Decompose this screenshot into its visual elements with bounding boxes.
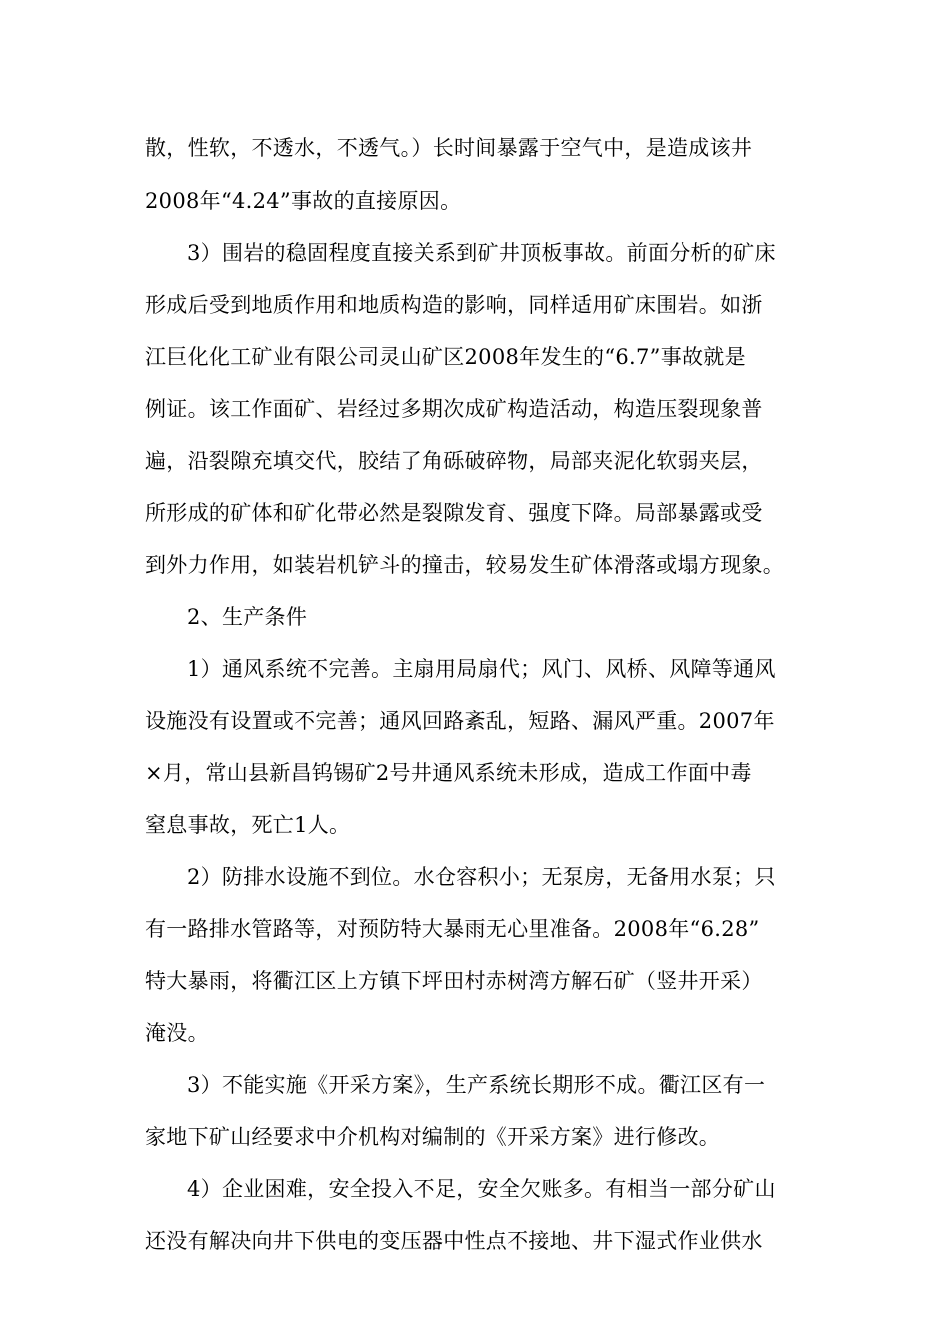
text-line: 散，性软，不透水，不透气。）长时间暴露于空气中，是造成该井 [145, 136, 753, 160]
section-heading: 2、生产条件 [187, 605, 308, 629]
text-line: 2008年“4.24”事故的直接原因。 [145, 189, 462, 213]
text-line: 例证。该工作面矿、岩经过多期次成矿构造活动，构造压裂现象普 [145, 397, 763, 421]
text-line: 3）围岩的稳固程度直接关系到矿井顶板事故。前面分析的矿床 [187, 241, 776, 265]
text-line: 3）不能实施《开采方案》，生产系统长期形不成。衢江区有一 [187, 1073, 766, 1097]
text-line: 到外力作用，如装岩机铲斗的撞击，较易发生矿体滑落或塌方现象。 [145, 553, 784, 577]
text-line: 设施没有设置或不完善；通风回路紊乱，短路、漏风严重。2007年 [145, 709, 775, 733]
text-line: 4）企业困难，安全投入不足，安全欠账多。有相当一部分矿山 [187, 1177, 776, 1201]
text-line: 遍，沿裂隙充填交代，胶结了角砾破碎物，局部夹泥化软弱夹层， [145, 449, 763, 473]
text-line: ×月，常山县新昌钨锡矿2号井通风系统未形成，造成工作面中毒 [145, 761, 752, 785]
text-line: 有一路排水管路等，对预防特大暴雨无心里准备。2008年“6.28” [145, 917, 760, 941]
text-line: 所形成的矿体和矿化带必然是裂隙发育、强度下降。局部暴露或受 [145, 501, 763, 525]
text-line: 窒息事故，死亡1人。 [145, 813, 351, 837]
text-line: 特大暴雨，将衢江区上方镇下坪田村赤树湾方解石矿（竖井开采） [145, 969, 763, 993]
text-line: 1）通风系统不完善。主扇用局扇代；风门、风桥、风障等通风 [187, 657, 776, 681]
text-line: 2）防排水设施不到位。水仓容积小；无泵房，无备用水泵；只 [187, 865, 776, 889]
text-line: 江巨化化工矿业有限公司灵山矿区2008年发生的“6.7”事故就是 [145, 345, 746, 369]
text-line: 形成后受到地质作用和地质构造的影响，同样适用矿床围岩。如浙 [145, 293, 763, 317]
text-line: 淹没。 [145, 1021, 209, 1045]
text-line: 还没有解决向井下供电的变压器中性点不接地、井下湿式作业供水 [145, 1229, 763, 1253]
text-line: 家地下矿山经要求中介机构对编制的《开采方案》进行修改。 [145, 1125, 721, 1149]
